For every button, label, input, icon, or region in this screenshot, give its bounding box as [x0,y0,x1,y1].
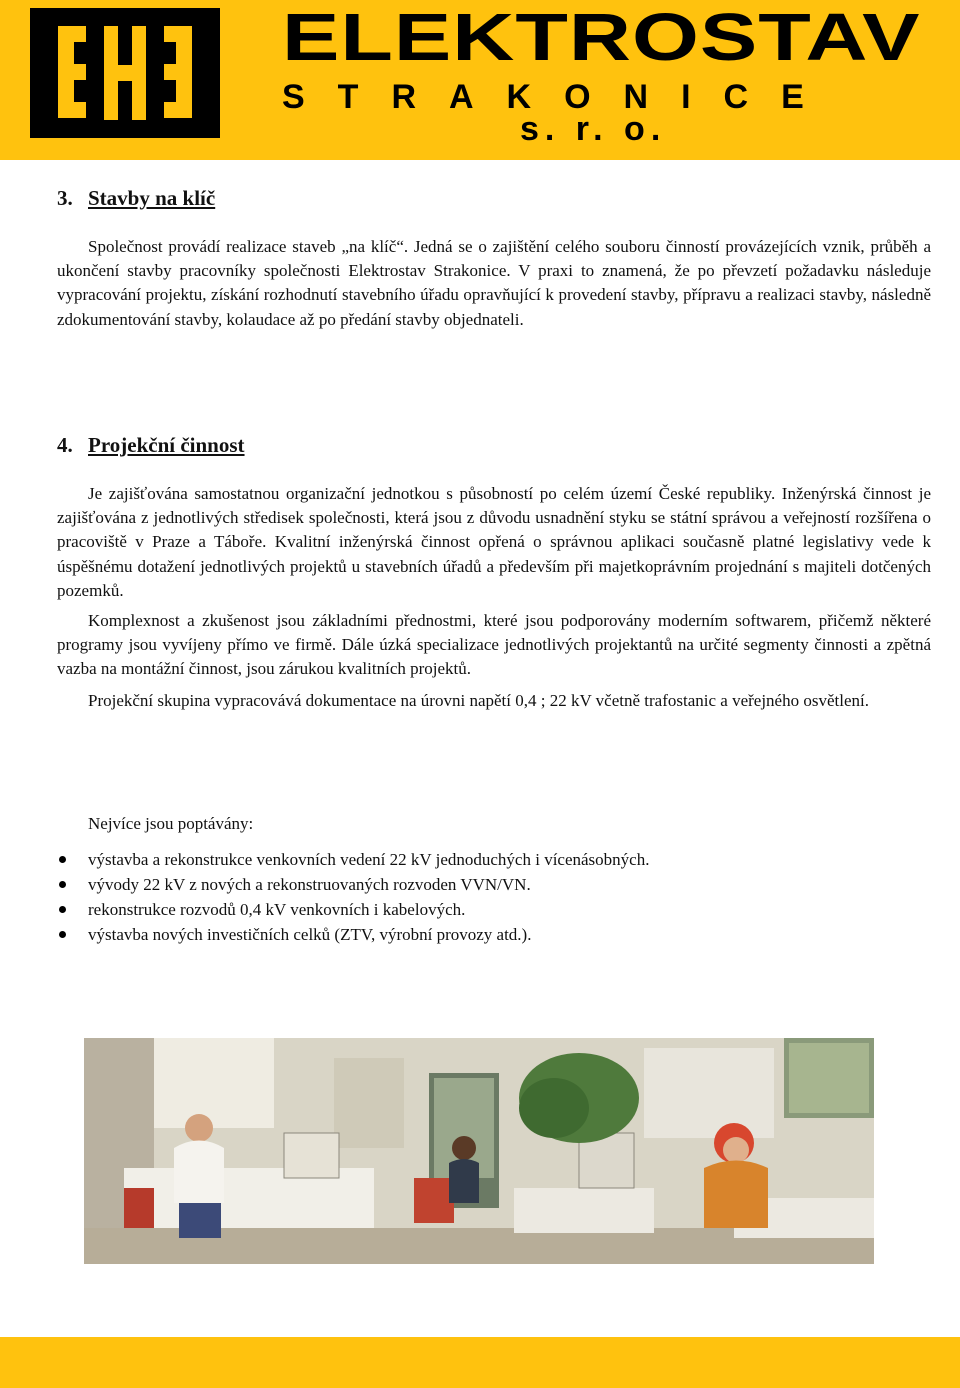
elektrostav-logo-icon [30,8,220,138]
list-item-text: vývody 22 kV z nových a rekonstruovaných rozvoden VVN/VN. [88,875,531,894]
list-item-text: výstavba nových investičních celků (ZTV, výrobní provozy atd.). [88,925,532,944]
header-band [0,0,960,160]
bullet-icon [59,906,66,913]
list-item [57,872,649,897]
section-4-heading [57,433,245,458]
bullet-icon [59,881,66,888]
office-photo [84,1038,874,1264]
company-city: STRAKONICE [282,78,837,116]
footer-band [0,1337,960,1388]
list-item-text: rekonstrukce rozvodů 0,4 kV venkovních i kabelových. [88,900,466,919]
section-3-paragraph: Společnost provádí realizace staveb „na klíč“. Jedná se o zajištění celého souboru činností provázejících vznik, průběh a ukončení stavby pracovníky společnosti Elektrostav Strakonice. V praxi to znamená, že po převzetí požadavku následuje vypracování projektu, získání rozhodnutí stavebního úřadu opravňující k provedení stavby, přípravu a realizaci stavby, následně zdokumentování stavby, kolaudace až po předání stavby objednateli. [57,237,931,329]
demand-label: Nejvíce jsou poptávány: [88,814,254,833]
bullet-icon [59,856,66,863]
section-4-paragraph-3: Projekční skupina vypracovává dokumentace na úrovni napětí 0,4 ; 22 kV včetně trafostanic a veřejného osvětlení. [88,691,869,710]
list-item [57,847,649,872]
section-3-number: 3. [57,186,73,210]
bullet-icon [59,931,66,938]
list-item [57,897,649,922]
section-4-paragraph-2: Komplexnost a zkušenost jsou základními přednostmi, které jsou podporovány moderním softwarem, přičemž některé programy jsou vyvíjeny přímo ve firmě. Dále úzká specializace jednotlivých projektantů na určité segmenty činnosti a zpětná vazba na montážní činnost, jsou zárukou kvalitních projektů. [57,611,931,679]
section-4-paragraph-1: Je zajišťována samostatnou organizační jednotkou s působností po celém území České republiky. Inženýrská činnost je zajišťována z jednotlivých středisek společnosti, která jsou z důvodu usnadnění styku se státní správou a veřejností rozšířena o pracoviště v Praze a Táboře. Kvalitní inženýrská činnost opřená o správnou aplikaci současně platné legislativy vede k úspěšnému dotažení jednotlivých projektů u stavebních úřadů a především při majetkoprávním projednání s majiteli dotčených pozemků. [57,484,931,600]
section-4-number: 4. [57,433,73,457]
company-name: ELEKTROSTAV [282,0,921,75]
demand-list [57,847,649,947]
list-item-text: výstavba a rekonstrukce venkovních vedení 22 kV jednoduchých i vícenásobných. [88,850,650,869]
section-4-title: Projekční činnost [88,433,245,457]
section-3-heading [57,186,215,211]
list-item [57,922,649,947]
company-form: s. r. o. [520,110,667,148]
section-3-title: Stavby na klíč [88,186,216,210]
